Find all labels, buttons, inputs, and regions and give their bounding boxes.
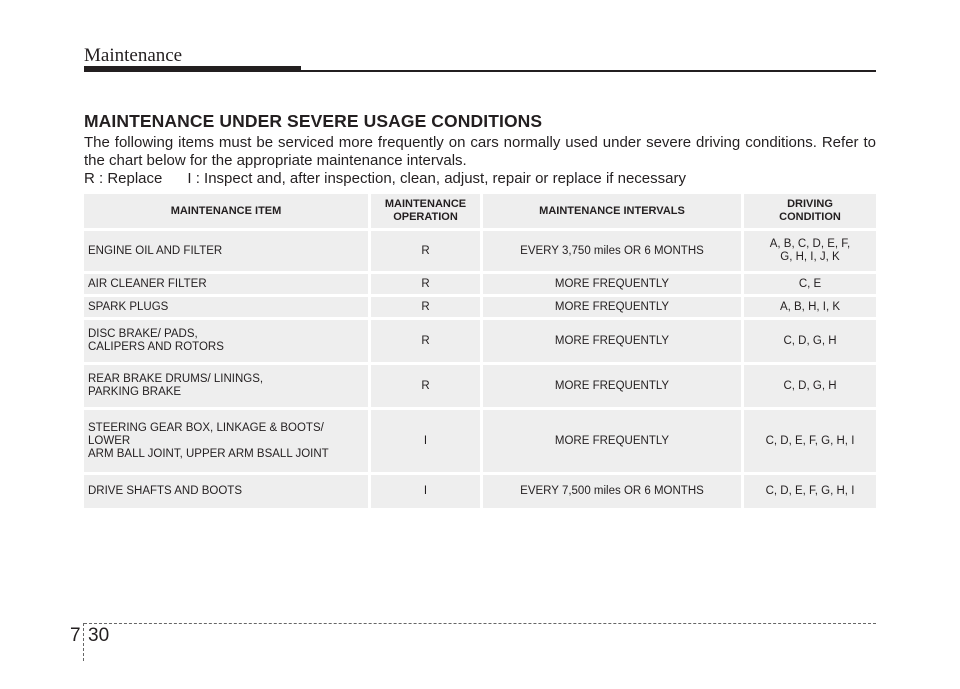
cell-interval: MORE FREQUENTLY <box>483 297 744 317</box>
cell-condition: C, D, G, H <box>744 365 876 407</box>
header-maintenance-operation: MAINTENANCE OPERATION <box>371 194 483 228</box>
cell-item: SPARK PLUGS <box>84 297 371 317</box>
cell-operation: R <box>371 320 483 362</box>
cell-interval: MORE FREQUENTLY <box>483 365 744 407</box>
cell-item: REAR BRAKE DRUMS/ LININGS, PARKING BRAKE <box>84 365 371 407</box>
cell-condition: C, D, E, F, G, H, I <box>744 410 876 472</box>
header-maintenance-item: MAINTENANCE ITEM <box>84 194 371 228</box>
table-row <box>84 475 876 508</box>
table-row <box>84 320 876 362</box>
cell-condition: A, B, C, D, E, F, G, H, I, J, K <box>744 231 876 271</box>
footer-divider <box>83 623 84 661</box>
footer-rule <box>84 623 876 624</box>
cell-operation: R <box>371 297 483 317</box>
cell-item: STEERING GEAR BOX, LINKAGE & BOOTS/ LOWER ARM BALL JOINT, UPPER ARM BSALL JOINT <box>84 410 371 472</box>
table-header-row <box>84 194 876 228</box>
table-row <box>84 274 876 294</box>
cell-interval: MORE FREQUENTLY <box>483 274 744 294</box>
header-rule <box>301 70 876 72</box>
cell-item: DISC BRAKE/ PADS, CALIPERS AND ROTORS <box>84 320 371 362</box>
cell-interval: EVERY 3,750 miles OR 6 MONTHS <box>483 231 744 271</box>
cell-condition: A, B, H, I, K <box>744 297 876 317</box>
table-row <box>84 410 876 472</box>
cell-item: AIR CLEANER FILTER <box>84 274 371 294</box>
cell-operation: R <box>371 231 483 271</box>
cell-interval: MORE FREQUENTLY <box>483 320 744 362</box>
cell-operation: I <box>371 410 483 472</box>
chapter-number: 7 <box>70 625 81 646</box>
cell-operation: R <box>371 274 483 294</box>
legend-text: R : Replace I : Inspect and, after inspection, clean, adjust, repair or replace if necessary <box>84 170 686 187</box>
header-maintenance-intervals: MAINTENANCE INTERVALS <box>483 194 744 228</box>
intro-paragraph: The following items must be serviced more frequently on cars normally used under severe driving conditions. Refer to the chart below for the appropriate maintenance intervals. <box>84 134 876 169</box>
section-title: MAINTENANCE UNDER SEVERE USAGE CONDITIONS <box>84 111 543 131</box>
cell-item: ENGINE OIL AND FILTER <box>84 231 371 271</box>
cell-interval: EVERY 7,500 miles OR 6 MONTHS <box>483 475 744 508</box>
cell-condition: C, D, E, F, G, H, I <box>744 475 876 508</box>
maintenance-table <box>84 191 876 511</box>
cell-operation: R <box>371 365 483 407</box>
table-row <box>84 297 876 317</box>
cell-condition: C, D, G, H <box>744 320 876 362</box>
cell-operation: I <box>371 475 483 508</box>
header-title: Maintenance <box>84 45 183 66</box>
cell-item: DRIVE SHAFTS AND BOOTS <box>84 475 371 508</box>
header-bar <box>84 66 301 72</box>
header-driving-condition: DRIVING CONDITION <box>744 194 876 228</box>
table-row <box>84 365 876 407</box>
table-row <box>84 231 876 271</box>
cell-condition: C, E <box>744 274 876 294</box>
page-number: 30 <box>88 625 110 646</box>
cell-interval: MORE FREQUENTLY <box>483 410 744 472</box>
